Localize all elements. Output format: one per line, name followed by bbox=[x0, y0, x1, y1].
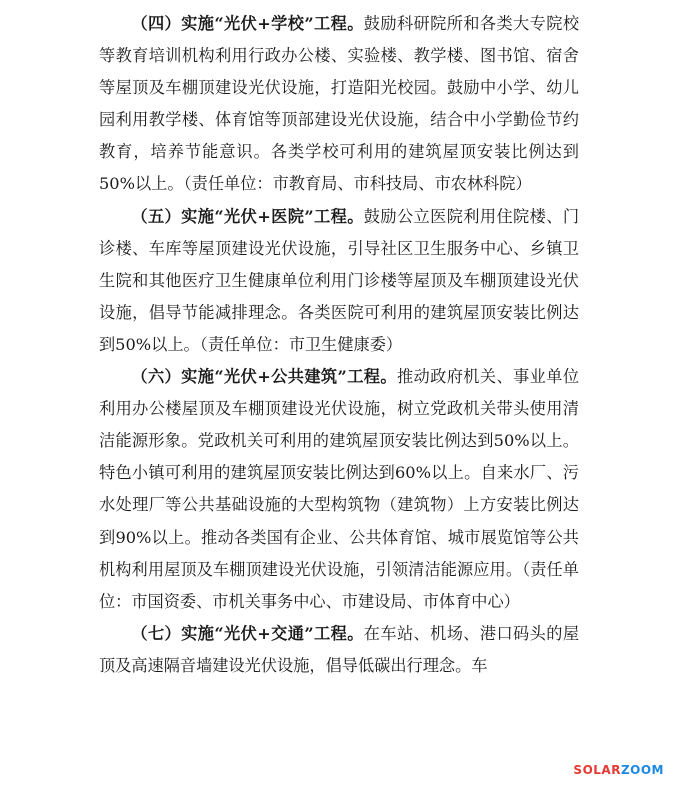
paragraph-transport bbox=[99, 618, 579, 682]
section-heading-transport: （七）实施“光伏+交通”工程。 bbox=[131, 623, 364, 643]
paragraph-text-transport: 在车站、机场、港口码头的屋顶及高速隔音墙建设光伏设施，倡导低碳出行理念。车 bbox=[99, 623, 580, 675]
watermark-part-zoom: ZOOM bbox=[620, 763, 664, 777]
paragraph-text-public-buildings: 推动政府机关、事业单位利用办公楼屋顶及车棚顶建设光伏设施，树立党政机关带头使用清洁能源形象。党政机关可利用的建筑屋顶安装比例达到50%以上。特色小镇可利用的建筑屋顶安装比例达到60%以上。自来水厂、污水处理厂等公共基础设施的大型构筑物（建筑物）上方安装比例达到90%以上。推动各类国有企业、公共体育馆、城市展览馆等公共机构利用屋顶及车棚顶建设光伏设施，引领清洁能源应用。（责任单位：市国资委、市机关事务中心、市建设局、市体育中心） bbox=[99, 367, 580, 611]
paragraph-text-hospitals: 鼓励公立医院利用住院楼、门诊楼、车库等屋顶建设光伏设施，引导社区卫生服务中心、乡镇卫生院和其他医疗卫生健康单位利用门诊楼等屋顶及车棚顶建设光伏设施，倡导节能减排理念。各类医院可利用的建筑屋顶安装比例达到50%以上。（责任单位：市卫生健康委） bbox=[99, 206, 580, 354]
paragraph-text-schools: 鼓励科研院所和各类大专院校等教育培训机构利用行政办公楼、实验楼、教学楼、图书馆、宿舍等屋顶及车棚顶建设光伏设施，打造阳光校园。鼓励中小学、幼儿园利用教学楼、体育馆等顶部建设光伏设施，结合中小学勤俭节约教育，培养节能意识。各类学校可利用的建筑屋顶安装比例达到50%以上。（责任单位：市教育局、市科技局、市农林科院） bbox=[99, 14, 580, 194]
document-body bbox=[99, 8, 579, 682]
solarzoom-watermark bbox=[573, 763, 664, 777]
section-heading-schools: （四）实施“光伏+学校”工程。 bbox=[131, 14, 364, 33]
paragraph-public-buildings bbox=[99, 361, 579, 618]
paragraph-hospitals bbox=[99, 201, 579, 361]
section-heading-public-buildings: （六）实施“光伏+公共建筑”工程。 bbox=[131, 367, 397, 387]
section-heading-hospitals: （五）实施“光伏+医院”工程。 bbox=[131, 206, 364, 226]
paragraph-schools bbox=[99, 8, 579, 201]
watermark-part-solar: SOLAR bbox=[573, 763, 621, 777]
